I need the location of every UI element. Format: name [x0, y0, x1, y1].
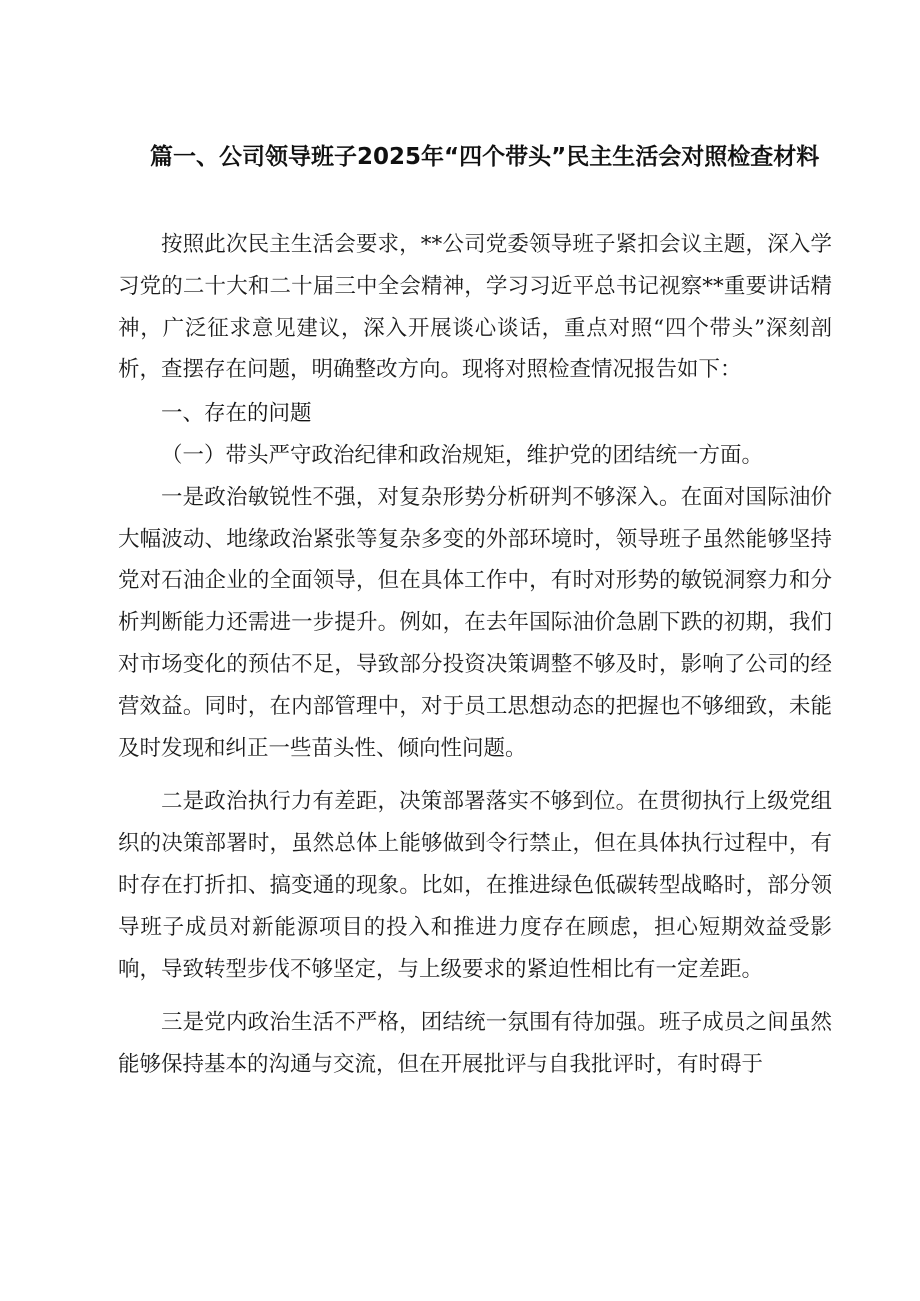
- intro-paragraph: 按照此次民主生活会要求，**公司党委领导班子紧扣会议主题，深入学习党的二十大和二十届三中全会精神，学习习近平总书记视察**重要讲话精神，广泛征求意见建议，深入开展谈心谈话，重点对照“四个带头”深刻剖析，查摆存在问题，明确整改方向。现将对照检查情况报告如下：: [118, 232, 832, 383]
- document-title: 篇一、公司领导班子2025年“四个带头”民主生活会对照检查材料: [150, 144, 820, 170]
- paragraph-execution: 二是政治执行力有差距，决策部署落实不够到位。在贯彻执行上级党组织的决策部署时，虽然总体上能够做到令行禁止，但在具体执行过程中，有时存在打折扣、搞变通的现象。比如，在推进绿色低碳转型战略时，部分领导班子成员对新能源项目的投入和推进力度存在顾虑，担心短期效益受影响，导致转型步伐不够坚定，与上级要求的紧迫性相比有一定差距。: [118, 789, 832, 982]
- document-body: [118, 224, 832, 1086]
- section-heading-problems: 一、存在的问题: [161, 401, 312, 427]
- paragraph-political-sensitivity: 一是政治敏锐性不强，对复杂形势分析研判不够深入。在面对国际油价大幅波动、地缘政治紧张等复杂多变的外部环境时，领导班子虽然能够坚持党对石油企业的全面领导，但在具体工作中，有时对形势的敏锐洞察力和分析判断能力还需进一步提升。例如，在去年国际油价急剧下跌的初期，我们对市场变化的预估不足，导致部分投资决策调整不够及时，影响了公司的经营效益。同时，在内部管理中，对于员工思想动态的把握也不够细致，未能及时发现和纠正一些苗头性、倾向性问题。: [118, 484, 832, 761]
- paragraph-party-life: 三是党内政治生活不严格，团结统一氛围有待加强。班子成员之间虽然能够保持基本的沟通与交流，但在开展批评与自我批评时，有时碍于: [118, 1010, 832, 1078]
- subsection-heading-political-discipline: （一）带头严守政治纪律和政治规矩，维护党的团结统一方面。: [161, 442, 764, 468]
